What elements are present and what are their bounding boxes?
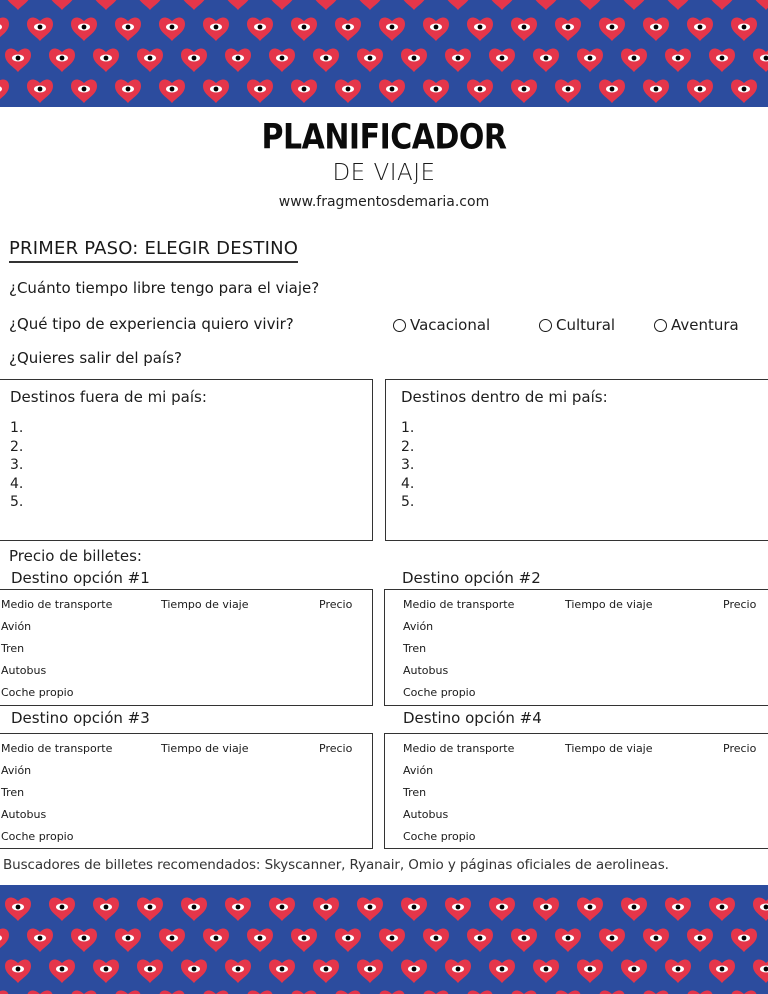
heart-pattern — [0, 0, 768, 107]
heart-eye-icon — [313, 48, 339, 72]
heart-eye-icon — [0, 79, 9, 103]
heart-eye-icon — [5, 897, 31, 921]
heart-eye-icon — [731, 79, 757, 103]
heart-eye-icon — [27, 928, 53, 952]
heart-eye-icon — [93, 897, 119, 921]
experience-option-vacacional[interactable] — [393, 316, 490, 334]
heart-eye-icon — [269, 897, 295, 921]
heart-eye-icon — [181, 897, 207, 921]
heart-eye-icon — [533, 48, 559, 72]
heart-eye-icon — [467, 17, 493, 41]
heart-eye-icon — [423, 17, 449, 41]
heart-eye-icon — [599, 928, 625, 952]
destinations-domestic-title: Destinos dentro de mi país: — [401, 388, 608, 406]
heart-eye-icon — [181, 959, 207, 983]
heart-eye-icon — [357, 0, 383, 10]
heart-eye-icon — [5, 959, 31, 983]
heart-eye-icon — [291, 928, 317, 952]
heart-eye-icon — [709, 48, 735, 72]
heart-eye-icon — [423, 79, 449, 103]
heart-eye-icon — [335, 990, 361, 994]
transport-row-label: Tren — [403, 642, 427, 655]
heart-eye-icon — [335, 79, 361, 103]
heart-eye-icon — [27, 990, 53, 994]
transport-row-label: Avión — [403, 620, 434, 633]
top-pattern-banner — [0, 0, 768, 107]
heart-eye-icon — [159, 928, 185, 952]
heart-eye-icon — [291, 990, 317, 994]
heart-eye-icon — [753, 959, 768, 983]
heart-eye-icon — [753, 0, 768, 10]
heart-eye-icon — [489, 48, 515, 72]
heart-eye-icon — [621, 959, 647, 983]
heart-eye-icon — [115, 17, 141, 41]
list-item[interactable]: 4. — [10, 475, 24, 492]
column-header: Precio — [723, 742, 757, 755]
heart-eye-icon — [401, 48, 427, 72]
heart-eye-icon — [577, 959, 603, 983]
heart-eye-icon — [137, 0, 163, 10]
destinations-abroad-title: Destinos fuera de mi país: — [10, 388, 207, 406]
question-free-time: ¿Cuánto tiempo libre tengo para el viaje? — [9, 279, 320, 297]
bottom-pattern-banner — [0, 885, 768, 994]
heart-eye-icon — [181, 48, 207, 72]
heart-eye-icon — [49, 959, 75, 983]
heart-eye-icon — [225, 48, 251, 72]
heart-eye-icon — [357, 959, 383, 983]
list-item[interactable]: 2. — [401, 438, 415, 455]
heart-eye-icon — [159, 990, 185, 994]
column-header: Precio — [723, 598, 757, 611]
list-item[interactable]: 3. — [401, 457, 415, 473]
heart-eye-icon — [467, 79, 493, 103]
heart-eye-icon — [665, 0, 691, 10]
transport-row-label: Avión — [1, 764, 32, 777]
heart-eye-icon — [27, 17, 53, 41]
heart-eye-icon — [269, 0, 295, 10]
heart-eye-icon — [71, 17, 97, 41]
step-heading: PRIMER PASO: ELEGIR DESTINO — [9, 238, 298, 263]
page-title: PLANIFICADOR — [261, 117, 507, 158]
heart-eye-icon — [93, 959, 119, 983]
heart-eye-icon — [731, 990, 757, 994]
heart-eye-icon — [269, 959, 295, 983]
transport-row-label: Coche propio — [1, 830, 74, 843]
option-2-title: Destino opción #2 — [402, 569, 541, 587]
heart-eye-icon — [203, 990, 229, 994]
heart-eye-icon — [445, 897, 471, 921]
heart-eye-icon — [577, 48, 603, 72]
transport-row-label: Tren — [1, 786, 25, 799]
destinations-abroad-box[interactable] — [0, 379, 373, 541]
price-table-option-3[interactable] — [0, 733, 373, 849]
prices-heading: Precio de billetes: — [9, 547, 142, 565]
question-experience: ¿Qué tipo de experiencia quiero vivir? — [9, 315, 294, 333]
heart-eye-icon — [49, 897, 75, 921]
website-link[interactable]: www.fragmentosdemaria.com — [278, 194, 490, 210]
heart-eye-icon — [621, 897, 647, 921]
heart-eye-icon — [203, 17, 229, 41]
heart-eye-icon — [643, 17, 669, 41]
option-label: Aventura — [671, 316, 739, 334]
list-item[interactable]: 4. — [401, 475, 415, 492]
heart-eye-icon — [445, 0, 471, 10]
heart-eye-icon — [555, 928, 581, 952]
heart-eye-icon — [687, 990, 713, 994]
heart-eye-icon — [423, 928, 449, 952]
heart-eye-icon — [511, 990, 537, 994]
heart-eye-icon — [247, 79, 273, 103]
list-item[interactable]: 5. — [401, 494, 415, 510]
column-header: Medio de transporte — [1, 742, 113, 755]
option-4-title: Destino opción #4 — [403, 709, 542, 727]
heart-eye-icon — [533, 897, 559, 921]
heart-eye-icon — [687, 79, 713, 103]
heart-eye-icon — [665, 897, 691, 921]
heart-eye-icon — [423, 990, 449, 994]
heart-eye-icon — [335, 928, 361, 952]
heart-eye-icon — [753, 48, 768, 72]
heart-eye-icon — [445, 48, 471, 72]
heart-eye-icon — [753, 897, 768, 921]
heart-eye-icon — [687, 17, 713, 41]
price-table-option-1[interactable] — [0, 589, 373, 706]
experience-option-aventura[interactable] — [654, 316, 739, 334]
column-header: Tiempo de viaje — [565, 742, 653, 755]
heart-eye-icon — [643, 928, 669, 952]
heart-eye-icon — [313, 0, 339, 10]
option-1-title: Destino opción #1 — [11, 569, 150, 587]
price-table-option-4[interactable] — [384, 733, 768, 849]
heart-eye-icon — [665, 959, 691, 983]
heart-eye-icon — [291, 79, 317, 103]
transport-row-label: Avión — [1, 620, 32, 633]
heart-eye-icon — [335, 17, 361, 41]
heart-eye-icon — [247, 928, 273, 952]
heart-eye-icon — [533, 0, 559, 10]
heart-eye-icon — [621, 0, 647, 10]
column-header: Medio de transporte — [403, 742, 515, 755]
heart-eye-icon — [599, 990, 625, 994]
heart-eye-icon — [0, 990, 9, 994]
heart-eye-icon — [137, 48, 163, 72]
heart-eye-icon — [247, 990, 273, 994]
heart-eye-icon — [225, 0, 251, 10]
column-header: Tiempo de viaje — [565, 598, 653, 611]
heart-eye-icon — [731, 928, 757, 952]
heart-eye-icon — [709, 0, 735, 10]
heart-eye-icon — [467, 928, 493, 952]
list-item[interactable]: 5. — [10, 494, 24, 510]
heart-eye-icon — [93, 48, 119, 72]
heart-eye-icon — [379, 990, 405, 994]
heart-eye-icon — [467, 990, 493, 994]
heart-eye-icon — [5, 48, 31, 72]
heart-eye-icon — [401, 959, 427, 983]
heart-eye-icon — [5, 0, 31, 10]
destinations-domestic-box[interactable] — [385, 379, 768, 541]
heart-eye-icon — [379, 928, 405, 952]
heart-eye-icon — [379, 79, 405, 103]
transport-row-label: Tren — [1, 642, 25, 655]
heart-eye-icon — [203, 928, 229, 952]
radio-icon[interactable] — [654, 319, 667, 332]
option-label: Vacacional — [410, 316, 491, 334]
transport-row-label: Coche propio — [1, 686, 74, 699]
transport-row-label: Coche propio — [403, 686, 476, 699]
list-item[interactable]: 1. — [401, 420, 415, 436]
heart-eye-icon — [555, 990, 581, 994]
heart-eye-icon — [71, 928, 97, 952]
heart-eye-icon — [27, 79, 53, 103]
heart-eye-icon — [687, 928, 713, 952]
heart-eye-icon — [621, 48, 647, 72]
transport-row-label: Autobus — [403, 808, 449, 821]
heart-eye-icon — [401, 897, 427, 921]
destinations-abroad-list — [10, 419, 23, 512]
column-header: Precio — [319, 598, 353, 611]
heart-eye-icon — [0, 928, 9, 952]
heart-eye-icon — [291, 17, 317, 41]
heart-eye-icon — [643, 990, 669, 994]
heart-eye-icon — [225, 897, 251, 921]
heart-eye-icon — [49, 48, 75, 72]
destinations-domestic-list — [401, 419, 414, 512]
heart-eye-icon — [203, 79, 229, 103]
heart-eye-icon — [137, 959, 163, 983]
transport-row-label: Tren — [403, 786, 427, 799]
heart-eye-icon — [115, 990, 141, 994]
heart-eye-icon — [93, 0, 119, 10]
heart-eye-icon — [577, 0, 603, 10]
heart-eye-icon — [269, 48, 295, 72]
heart-eye-icon — [511, 79, 537, 103]
heart-eye-icon — [709, 897, 735, 921]
question-leave-country: ¿Quieres salir del país? — [9, 349, 182, 367]
heart-eye-icon — [511, 17, 537, 41]
list-item[interactable]: 2. — [10, 438, 24, 455]
heart-eye-icon — [555, 79, 581, 103]
heart-eye-icon — [599, 79, 625, 103]
radio-icon[interactable] — [393, 319, 406, 332]
heart-eye-icon — [159, 79, 185, 103]
transport-row-label: Autobus — [1, 664, 47, 677]
heart-eye-icon — [577, 897, 603, 921]
heart-eye-icon — [137, 897, 163, 921]
heart-eye-icon — [71, 79, 97, 103]
heart-eye-icon — [401, 0, 427, 10]
heart-eye-icon — [0, 17, 9, 41]
heart-eye-icon — [357, 897, 383, 921]
transport-row-label: Autobus — [403, 664, 449, 677]
list-item[interactable]: 3. — [10, 457, 24, 473]
page-subtitle: DE VIAJE — [332, 160, 436, 186]
heart-eye-icon — [313, 959, 339, 983]
heart-eye-icon — [379, 17, 405, 41]
heart-eye-icon — [115, 928, 141, 952]
transport-row-label: Autobus — [1, 808, 47, 821]
heart-eye-icon — [49, 0, 75, 10]
heart-pattern — [0, 885, 768, 994]
transport-row-label: Avión — [403, 764, 434, 777]
heart-eye-icon — [115, 79, 141, 103]
radio-icon[interactable] — [539, 319, 552, 332]
column-header: Precio — [319, 742, 353, 755]
option-3-title: Destino opción #3 — [11, 709, 150, 727]
column-header: Medio de transporte — [403, 598, 515, 611]
heart-eye-icon — [709, 959, 735, 983]
option-label: Cultural — [556, 316, 616, 334]
heart-eye-icon — [71, 990, 97, 994]
heart-eye-icon — [489, 0, 515, 10]
heart-eye-icon — [313, 897, 339, 921]
price-table-option-2[interactable] — [384, 589, 768, 706]
heart-eye-icon — [489, 897, 515, 921]
heart-eye-icon — [511, 928, 537, 952]
heart-eye-icon — [247, 17, 273, 41]
heart-eye-icon — [643, 79, 669, 103]
column-header: Tiempo de viaje — [161, 598, 249, 611]
recommended-search-engines-note: Buscadores de billetes recomendados: Skyscanner, Ryanair, Omio y páginas oficiales de aerolineas. — [3, 857, 669, 873]
experience-option-cultural[interactable] — [539, 316, 615, 334]
heart-eye-icon — [599, 17, 625, 41]
heart-eye-icon — [533, 959, 559, 983]
heart-eye-icon — [665, 48, 691, 72]
heart-eye-icon — [225, 959, 251, 983]
list-item[interactable]: 1. — [10, 420, 24, 436]
heart-eye-icon — [555, 17, 581, 41]
heart-eye-icon — [181, 0, 207, 10]
heart-eye-icon — [489, 959, 515, 983]
column-header: Tiempo de viaje — [161, 742, 249, 755]
heart-eye-icon — [159, 17, 185, 41]
heart-eye-icon — [731, 17, 757, 41]
transport-row-label: Coche propio — [403, 830, 476, 843]
column-header: Medio de transporte — [1, 598, 113, 611]
heart-eye-icon — [445, 959, 471, 983]
heart-eye-icon — [357, 48, 383, 72]
